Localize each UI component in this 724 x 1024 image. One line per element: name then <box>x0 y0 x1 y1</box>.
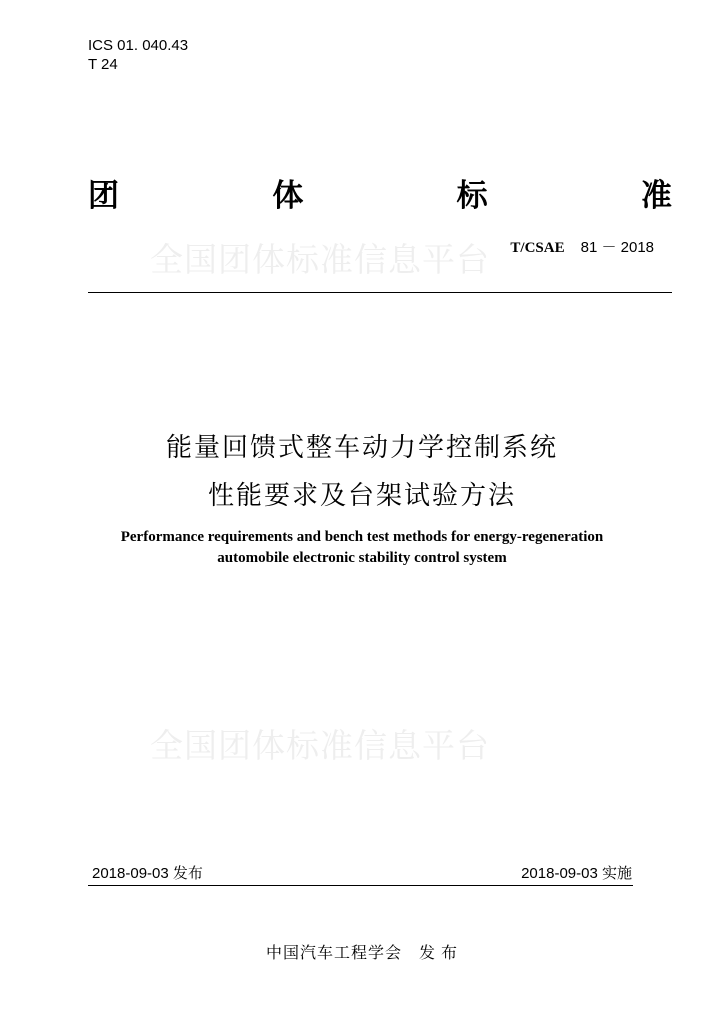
watermark-top: 全国团体标准信息平台 <box>150 241 490 278</box>
bottom-divider <box>88 885 633 886</box>
standard-number <box>510 236 654 257</box>
ics-code: ICS 01. 040.43 <box>88 37 189 54</box>
title-zh-line1: 能量回馈式整车动力学控制系统 <box>165 432 558 462</box>
publisher: 中国汽车工程学会 发 布 <box>265 945 458 962</box>
standard-code: 81 － 2018 <box>580 239 654 256</box>
heading-char-3: 标 <box>456 177 488 213</box>
watermark-bottom: 全国团体标准信息平台 <box>150 727 490 764</box>
document-type-heading <box>88 170 672 214</box>
title-zh-line2: 性能要求及台架试验方法 <box>207 480 516 510</box>
heading-char-1: 团 <box>88 177 119 213</box>
implementation-date: 2018-09-03 实施 <box>521 865 632 882</box>
ics-block <box>88 36 188 74</box>
top-divider <box>88 292 672 293</box>
title-en-line2: automobile electronic stability control system <box>217 550 507 566</box>
issue-date: 2018-09-03 发布 <box>92 865 203 882</box>
heading-char-2: 体 <box>272 177 304 213</box>
classification-code: T 24 <box>88 56 118 73</box>
title-en-line1: Performance requirements and bench test methods for energy-regeneration <box>120 529 604 545</box>
heading-char-4: 准 <box>640 177 672 213</box>
standard-prefix: T/CSAE <box>510 240 565 256</box>
